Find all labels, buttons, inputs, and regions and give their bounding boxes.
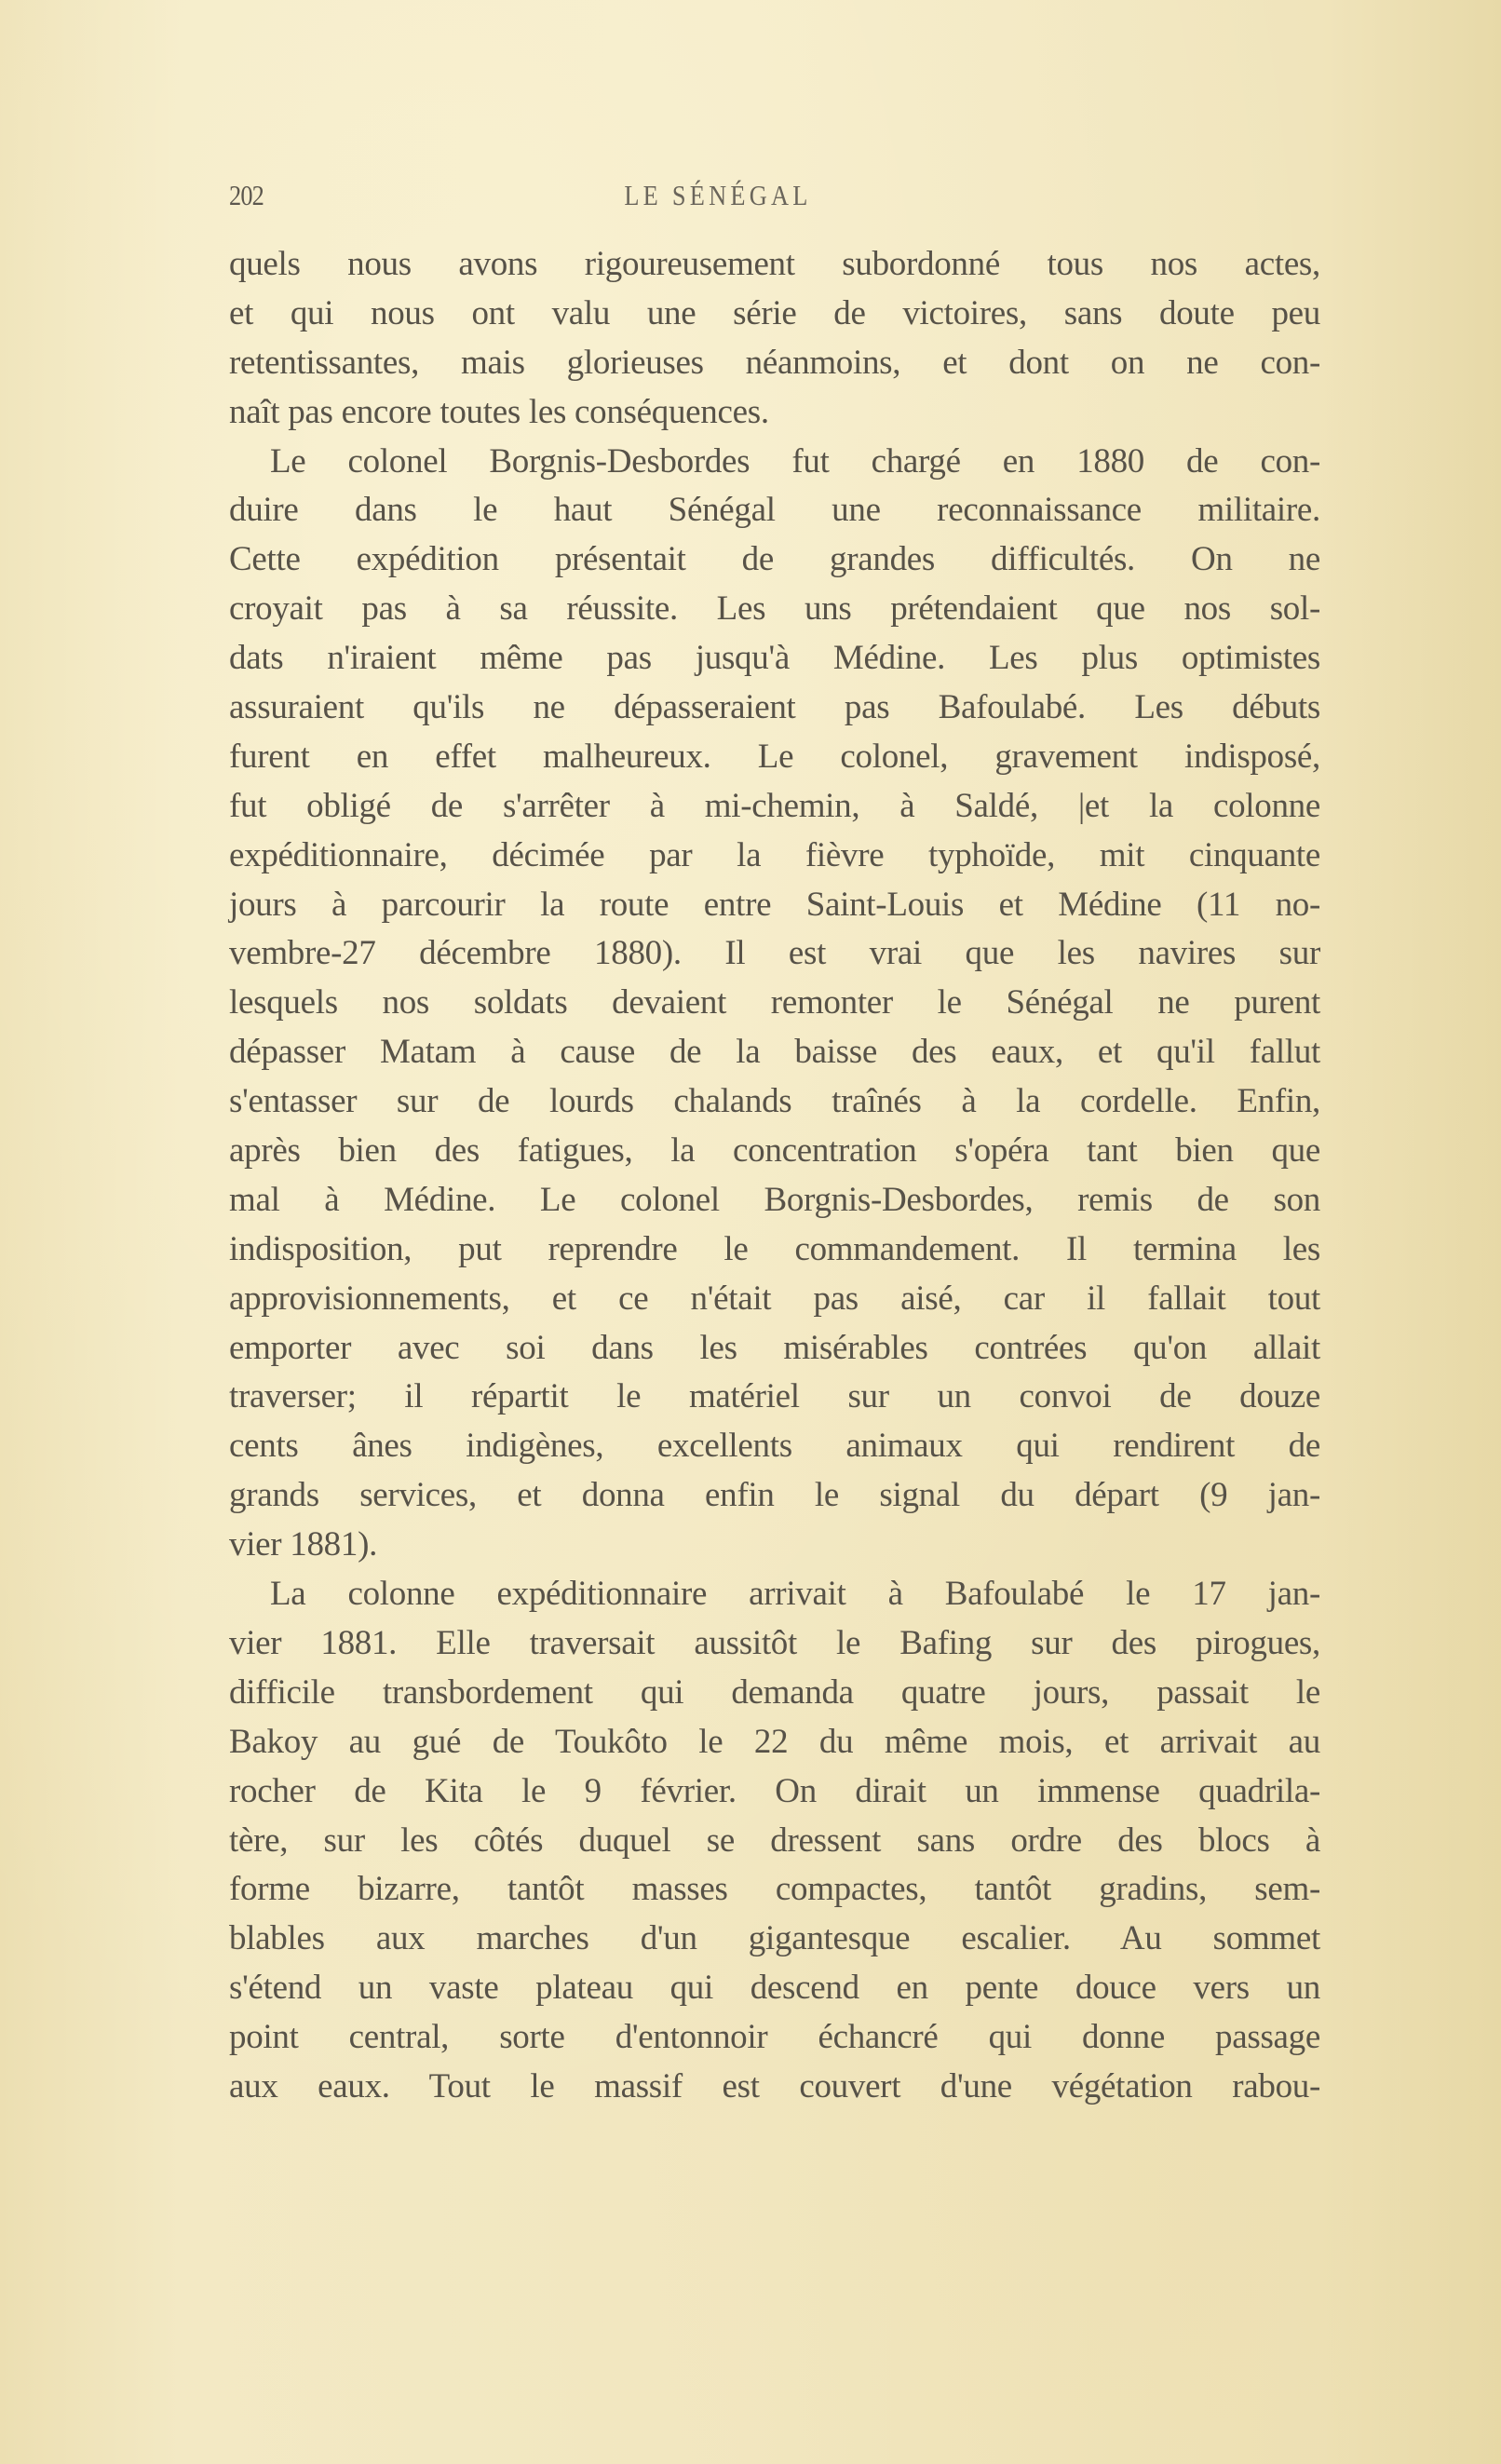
text-line: traverser; il répartit le matériel sur un convoi de douze [229,1377,1320,1416]
text-line: assuraient qu'ils ne dépasseraient pas Bafoulabé. Les débuts [229,688,1320,727]
text-line: point central, sorte d'entonnoir échancré qui donne passage [229,2018,1320,2057]
text-line: jours à parcourir la route entre Saint-Louis et Médine (11 no- [229,885,1320,924]
text-line: emporter avec soi dans les misérables contrées qu'on allait [229,1328,1320,1367]
text-line: quels nous avons rigoureusement subordonné tous nos actes, [229,245,1320,283]
text-line: mal à Médine. Le colonel Borgnis-Desbordes, remis de son [229,1180,1320,1219]
running-head [229,179,1320,216]
text-line: blables aux marches d'un gigantesque escalier. Au sommet [229,1919,1320,1958]
text-line: indisposition, put reprendre le commandement. Il termina les [229,1229,1320,1268]
text-line: tère, sur les côtés duquel se dressent sans ordre des blocs à [229,1821,1320,1860]
text-line: fut obligé de s'arrêter à mi-chemin, à Saldé, |et la colonne [229,786,1320,825]
text-line: rocher de Kita le 9 février. On dirait un immense quadrila- [229,1771,1320,1810]
text-line: expéditionnaire, décimée par la fièvre typhoïde, mit cinquante [229,835,1320,874]
running-title: LE SÉNÉGAL [624,179,812,211]
text-line: Cette expédition présentait de grandes difficultés. On ne [229,540,1320,579]
text-line: vembre-27 décembre 1880). Il est vrai que les navires sur [229,934,1320,973]
text-line: vier 1881. Elle traversait aussitôt le Bafing sur des pirogues, [229,1623,1320,1662]
text-line: Le colonel Borgnis-Desbordes fut chargé en 1880 de con- [270,441,1320,481]
text-line: s'entasser sur de lourds chalands traînés à la cordelle. Enfin, [229,1082,1320,1121]
text-line: naît pas encore toutes les conséquences. [229,392,769,431]
text-line: croyait pas à sa réussite. Les uns prétendaient que nos sol- [229,589,1320,629]
text-line: aux eaux. Tout le massif est couvert d'une végétation rabou- [229,2066,1320,2105]
text-line: duire dans le haut Sénégal une reconnaissance militaire. [229,491,1320,530]
text-line: lesquels nos soldats devaient remonter le Sénégal ne purent [229,983,1320,1022]
text-line: vier 1881). [229,1525,378,1564]
text-line: après bien des fatigues, la concentration s'opéra tant bien que [229,1131,1320,1171]
text-line: approvisionnements, et ce n'était pas aisé, car il fallait tout [229,1279,1320,1318]
text-line: et qui nous ont valu une série de victoires, sans doute peu [229,293,1320,332]
text-line: retentissantes, mais glorieuses néanmoins, et dont on ne con- [229,343,1320,382]
text-line: s'étend un vaste plateau qui descend en pente douce vers un [229,1969,1320,2008]
text-line: La colonne expéditionnaire arrivait à Bafoulabé le 17 jan- [270,1575,1320,1614]
text-line: forme bizarre, tantôt masses compactes, tantôt gradins, sem- [229,1870,1320,1909]
text-line: cents ânes indigènes, excellents animaux qui rendirent de [229,1427,1320,1466]
text-line: dépasser Matam à cause de la baisse des eaux, et qu'il fallut [229,1033,1320,1072]
page-number: 202 [229,179,264,211]
text-line: furent en effet malheureux. Le colonel, gravement indisposé, [229,737,1320,776]
text-line: grands services, et donna enfin le signal du départ (9 jan- [229,1476,1320,1515]
text-line: difficile transbordement qui demanda quatre jours, passait le [229,1672,1320,1712]
text-line: dats n'iraient même pas jusqu'à Médine. Les plus optimistes [229,639,1320,678]
body-text [229,240,1320,2112]
text-line: Bakoy au gué de Toukôto le 22 du même mois, et arrivait au [229,1722,1320,1761]
